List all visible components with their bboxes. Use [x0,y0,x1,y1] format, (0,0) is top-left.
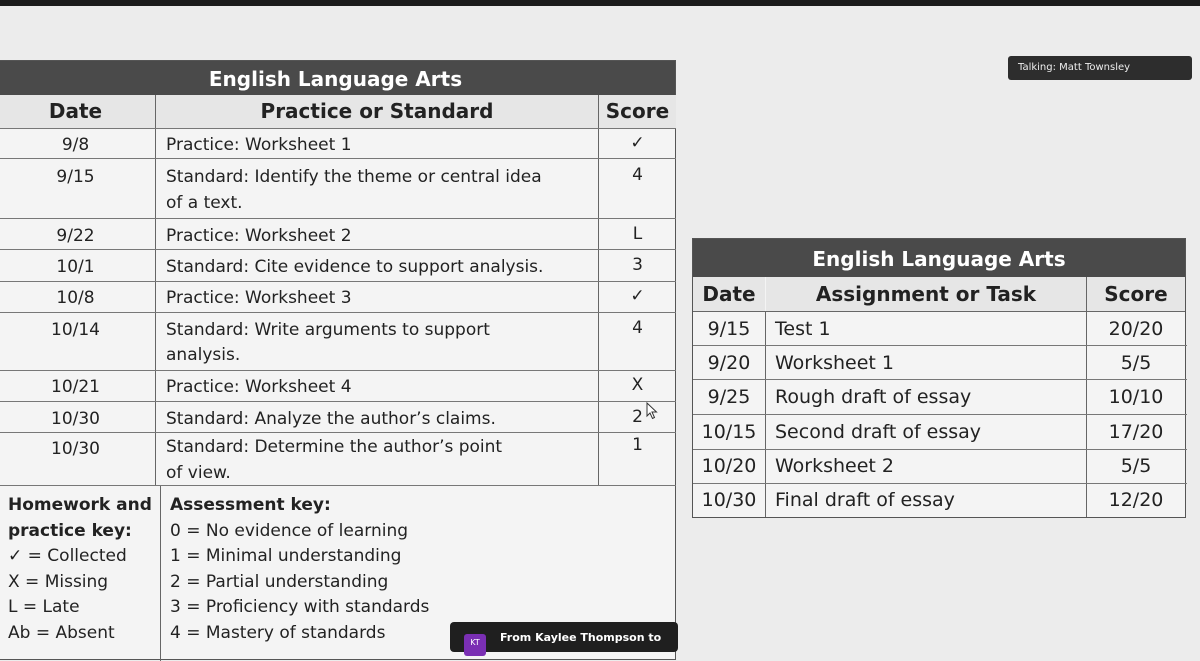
chat-notification[interactable] [450,622,678,652]
grid-line [160,485,161,661]
assessment-key [170,493,429,646]
row-task: Rough draft of essay [775,386,972,408]
row-date: 10/8 [56,288,95,308]
right-header-score: Score [1087,277,1185,312]
homework-key-item: Ab = Absent [8,622,115,643]
left-header-practice: Practice or Standard [156,95,598,129]
grid-line [0,312,676,313]
ela-assignments-table [692,238,1186,518]
row-date: 9/25 [707,386,751,408]
homework-key-item: L = Late [8,597,80,617]
row-task: Worksheet 2 [775,455,895,477]
right-table-title: English Language Arts [693,239,1185,277]
row-description-cont: of a text. [166,193,243,213]
row-score: 10/10 [1108,386,1164,408]
row-description: Standard: Determine the author’s point [166,437,503,457]
row-score: 2 [632,407,643,427]
row-date: 10/21 [51,377,100,397]
row-score: 17/20 [1108,421,1164,443]
row-date: 10/30 [51,439,100,459]
row-score: 4 [632,165,643,185]
row-date: 9/8 [61,135,90,155]
grid-line [0,432,676,433]
mouse-pointer-icon [646,402,658,420]
grid-line [0,128,676,129]
row-description: Practice: Worksheet 3 [166,288,352,308]
chat-avatar: KT [464,634,486,656]
grid-line [0,401,676,402]
row-score: L [632,224,643,244]
right-header-date: Date [693,277,765,312]
row-date: 10/14 [51,320,100,340]
grid-line [0,218,676,219]
row-description: Practice: Worksheet 1 [166,135,352,155]
homework-practice-key [8,493,152,646]
left-header-score: Score [599,95,676,129]
row-date: 10/30 [701,489,757,511]
row-date: 10/15 [701,421,757,443]
row-score: 5/5 [1120,352,1152,374]
row-score: 20/20 [1108,318,1164,340]
row-score: 3 [632,255,643,275]
row-score: ✓ [630,286,645,306]
grid-line [155,95,156,485]
row-date: 9/15 [707,318,751,340]
row-date: 10/20 [701,455,757,477]
row-task: Final draft of essay [775,489,955,511]
row-score: 1 [632,435,643,455]
left-header-date: Date [0,95,155,129]
right-header-assignment: Assignment or Task [766,277,1086,312]
row-score: 4 [632,318,643,338]
assessment-key-item: 2 = Partial understanding [170,571,389,592]
ela-practice-standards-table [0,60,676,660]
assessment-key-item: 4 = Mastery of standards [170,622,386,643]
homework-key-item: X = Missing [8,571,109,592]
row-description-cont: of view. [166,463,231,483]
row-score: ✓ [630,133,645,153]
row-score: 12/20 [1108,489,1164,511]
row-description: Practice: Worksheet 2 [166,226,352,246]
screen-top-bezel [0,0,1200,6]
left-table-title: English Language Arts [0,61,675,95]
row-score: X [631,375,644,395]
row-description-cont: analysis. [166,345,241,365]
row-task: Second draft of essay [775,421,982,443]
row-date: 10/30 [51,409,100,429]
talking-indicator: Talking: Matt Townsley [1008,56,1192,80]
grid-line [0,158,676,159]
row-description: Standard: Cite evidence to support analysis. [166,257,544,277]
grid-line [0,370,676,371]
row-description: Standard: Analyze the author’s claims. [166,409,496,429]
homework-key-item: ✓ = Collected [8,546,127,566]
row-score: 5/5 [1120,455,1152,477]
row-task: Test 1 [775,318,831,340]
assessment-key-title: Assessment key: [170,495,331,515]
row-date: 9/22 [56,226,95,246]
row-date: 10/1 [56,257,95,277]
grid-line [0,281,676,282]
row-date: 9/15 [56,167,95,187]
row-date: 9/20 [707,352,751,374]
assessment-key-item: 1 = Minimal understanding [170,546,402,566]
assessment-key-item: 0 = No evidence of learning [170,520,409,541]
row-description: Practice: Worksheet 4 [166,377,352,397]
grid-line [0,249,676,250]
chat-preview: From Kaylee Thompson to [500,631,662,644]
row-task: Worksheet 1 [775,352,895,374]
homework-key-title-cont: practice key: [8,520,132,541]
row-description: Standard: Write arguments to support [166,320,490,340]
row-description: Standard: Identify the theme or central idea [166,167,542,187]
assessment-key-item: 3 = Proficiency with standards [170,597,430,617]
homework-key-title: Homework and [8,495,152,515]
grid-line [0,485,676,486]
